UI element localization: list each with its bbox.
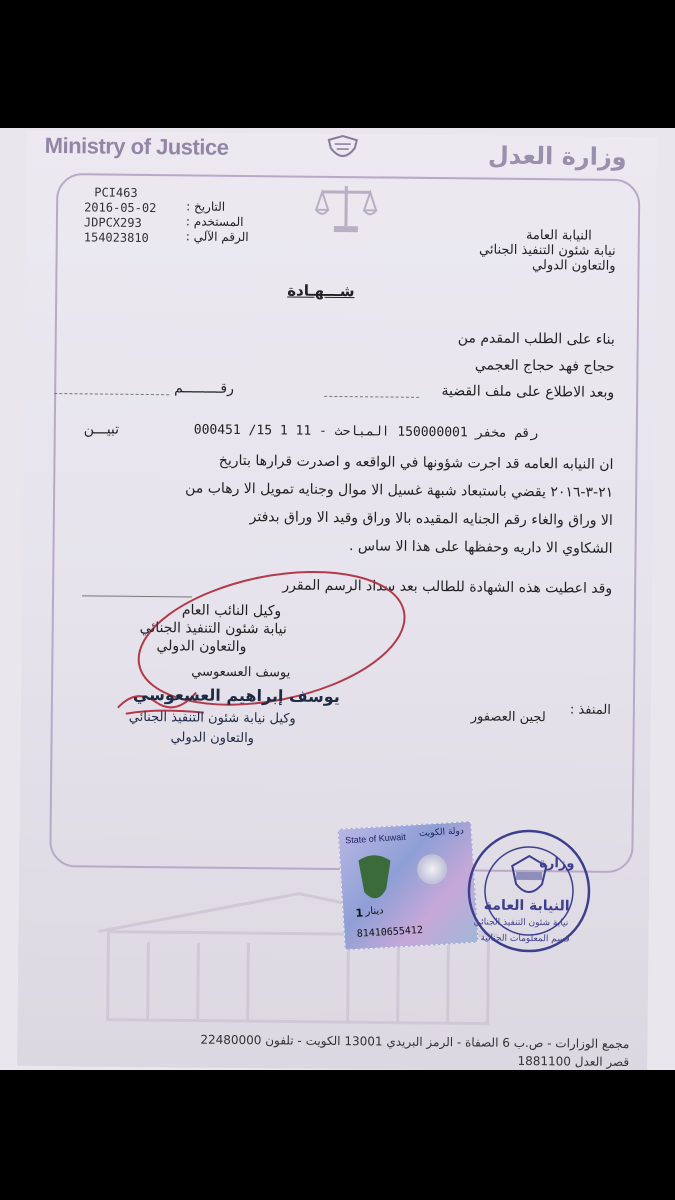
user-value: JDPCX293	[83, 215, 142, 230]
stamp-title-line-2: وكيل نيابة شئون التنفيذ الجنائي	[128, 709, 296, 727]
certificate-page	[17, 131, 657, 1070]
case-number-label: رقـــــــــم	[174, 380, 234, 397]
stamp-value: 1	[355, 906, 364, 920]
addressee-line-2: نيابة شئون التنفيذ الجنائي	[479, 242, 616, 259]
body-line-request: بناء على الطلب المقدم من	[457, 330, 615, 348]
seal-line-3: نيابة شئون التنفيذ الجنائي	[473, 917, 569, 929]
auto-number-value: 154023810	[83, 230, 149, 246]
seal-line-1: وزارة	[539, 856, 575, 872]
executor-label: المنفذ :	[569, 702, 611, 718]
ministry-arabic-title: وزارة العدل	[487, 141, 627, 172]
stamp-unit: دينار	[365, 905, 384, 918]
date-value: 2016-05-02	[84, 200, 157, 216]
user-label: المستخدم :	[185, 214, 244, 230]
scales-of-justice-icon	[314, 180, 379, 235]
hologram-icon	[416, 853, 448, 885]
body-paragraph-line: ٢١-٣-٢٠١٦ يقضي باستبعاد شبهة غسيل الا موال وجنايه تمويل الا رهاب من	[185, 480, 614, 501]
stamp-title-line-3: والتعاون الدولي	[170, 730, 255, 747]
date-label: التاريخ :	[186, 199, 226, 214]
auto-number-label: الرقم الآلي :	[185, 229, 249, 245]
footer-phone: قصر العدل 1881100	[517, 1053, 630, 1070]
addressee-line-1: النيابة العامة	[525, 227, 592, 244]
signatory-typed-name: يوسف العسعوسي	[191, 664, 291, 681]
document-photo	[0, 128, 675, 1070]
revenue-stamp	[338, 821, 479, 951]
footer-address: مجمع الوزارات - ص.ب 6 الصفاة - الرمز البريدي 13001 الكويت - تلفون 22480000	[200, 1032, 630, 1052]
fee-paid-statement: وقد اعطيت هذه الشهادة للطالب بعد سداد الرسم المقرر	[282, 577, 613, 597]
signatory-title-1: وكيل النائب العام	[181, 602, 282, 620]
stamp-country-ar: دولة الكويت	[418, 826, 465, 840]
seal-line-2: النيابة العامة	[483, 897, 570, 915]
executor-name: لجين العصفور	[470, 709, 546, 726]
kuwait-emblem-icon	[325, 134, 361, 166]
stamped-name: يوسف إبراهيم العسعوسي	[132, 684, 340, 707]
body-paragraph-line: الا وراق والغاء رقم الجنايه المقيده بالا وراق وقيد الا وراق بدفتر	[249, 509, 613, 529]
addressee-line-3: والتعاون الدولي	[532, 258, 616, 274]
signatory-title-3: والتعاون الدولي	[156, 638, 247, 656]
seal-line-4: قسم المعلومات الجنائية	[480, 933, 570, 945]
signatory-title-2: نيابة شئون التنفيذ الجنائي	[139, 619, 287, 638]
case-file-label: وبعد الاطلاع على ملف القضية	[441, 383, 615, 401]
stamp-country: State of Kuwait	[344, 831, 406, 846]
falcon-emblem-icon	[350, 848, 401, 911]
stamp-serial: 81410655412	[356, 924, 424, 940]
ref-code: PCI463	[94, 185, 138, 200]
body-paragraph-line: ان النيابه العامه قد اجرت شؤونها في الواقعه و اصدرت قرارها بتاريخ	[218, 452, 614, 473]
body-paragraph-line: الشكاوي الا داريه وحفظها على هذا الا ساس .	[348, 538, 613, 557]
applicant-name: حجاج فهد حجاج العجمي	[474, 357, 615, 375]
document-title: شـــهـادة	[287, 281, 355, 301]
tabayan-label: تبيـــن	[83, 421, 120, 438]
ministry-english-title: Ministry of Justice	[44, 132, 229, 160]
case-numbers: 000451 /15 1 11 - رقم مخفر 150000001 المباحث	[193, 422, 539, 442]
